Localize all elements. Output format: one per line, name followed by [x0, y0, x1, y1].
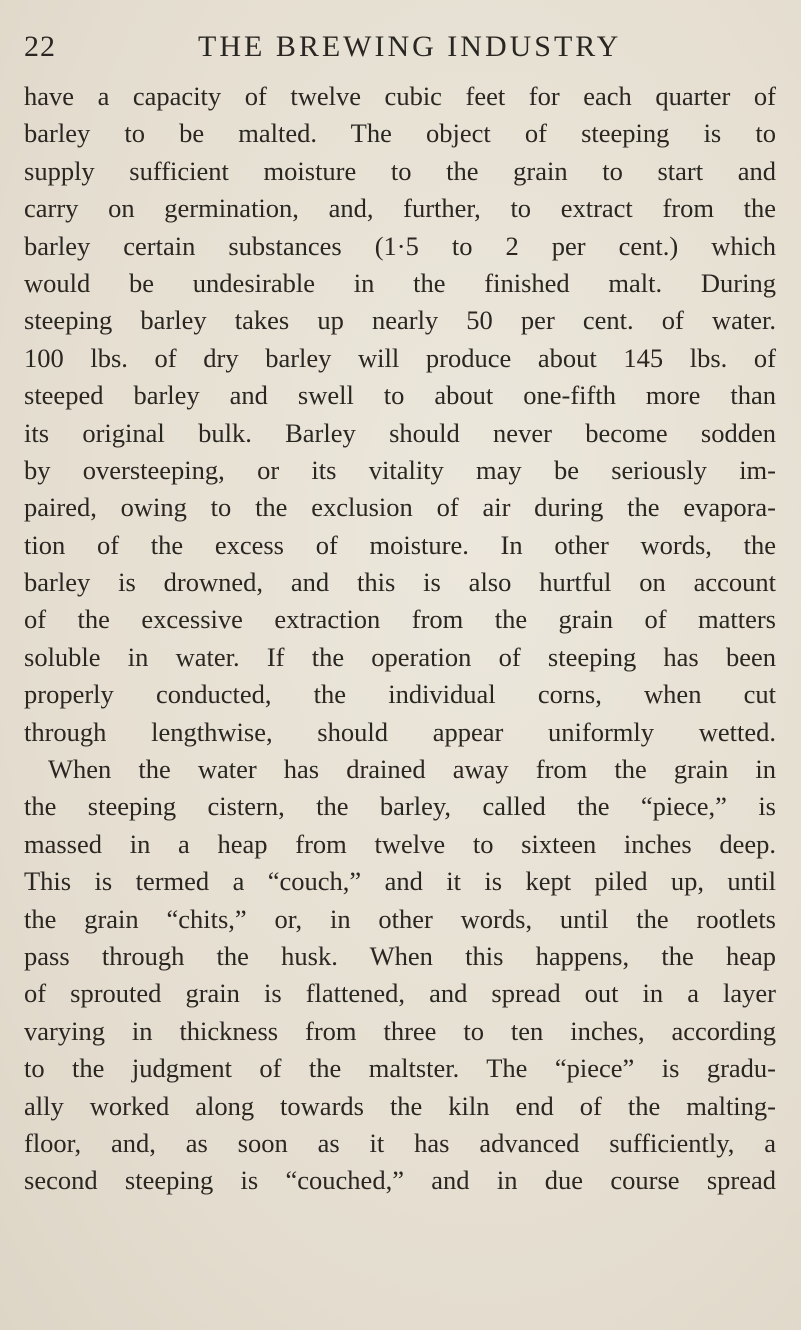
text-line: of the excessive extraction from the grain of matters	[24, 604, 776, 635]
text-line: have a capacity of twelve cubic feet for each quarter of	[24, 81, 776, 111]
text-line: its original bulk. Barley should never become sodden	[24, 417, 776, 448]
text-line: pass through the husk. When this happens, the heap	[24, 940, 776, 971]
running-head	[0, 26, 801, 66]
text-line: steeped barley and swell to about one-fifth more than	[24, 380, 776, 411]
text-line: tion of the excess of moisture. In other words, the	[24, 529, 776, 560]
text-line: ally worked along towards the kiln end of the malting-	[24, 1090, 776, 1121]
text-line: supply sufficient moisture to the grain to start and	[24, 155, 776, 186]
text-line: would be undesirable in the finished malt. During	[24, 267, 776, 298]
text-line: the grain “chits,” or, in other words, until the rootlets	[24, 903, 776, 934]
text-line: properly conducted, the individual corns, when cut	[24, 679, 776, 710]
text-line: of sprouted grain is flattened, and spread out in a layer	[24, 978, 776, 1009]
body-text	[24, 78, 776, 1200]
text-line: soluble in water. If the operation of steeping has been	[24, 641, 776, 672]
text-line: second steeping is “couched,” and in due course spread	[24, 1165, 776, 1196]
text-line: through lengthwise, should appear uniformly wetted.	[24, 716, 776, 747]
text-line: the steeping cistern, the barley, called the “piece,” is	[24, 791, 776, 822]
page-number: 22	[24, 30, 56, 63]
text-line: by oversteeping, or its vitality may be seriously im-	[24, 454, 776, 485]
text-line: 100 lbs. of dry barley will produce about 145 lbs. of	[24, 342, 776, 373]
text-line: This is termed a “couch,” and it is kept piled up, until	[24, 866, 776, 897]
text-line: floor, and, as soon as it has advanced sufficiently, a	[24, 1127, 776, 1158]
text-line: barley is drowned, and this is also hurtful on account	[24, 567, 776, 598]
text-line: carry on germination, and, further, to extract from the	[24, 193, 776, 224]
text-line: barley to be malted. The object of steeping is to	[24, 118, 776, 149]
running-head-title: THE BREWING INDUSTRY	[198, 30, 622, 63]
text-line: steeping barley takes up nearly 50 per cent. of water.	[24, 305, 776, 336]
text-line: barley certain substances (1·5 to 2 per cent.) which	[24, 230, 776, 261]
text-line: varying in thickness from three to ten inches, according	[24, 1015, 776, 1046]
text-line: to the judgment of the maltster. The “piece” is gradu-	[24, 1053, 776, 1084]
text-line: massed in a heap from twelve to sixteen inches deep.	[24, 828, 776, 859]
text-line: paired, owing to the exclusion of air during the evapora-	[24, 492, 776, 523]
paragraph-first-line: When the water has drained away from the grain in	[48, 754, 776, 785]
